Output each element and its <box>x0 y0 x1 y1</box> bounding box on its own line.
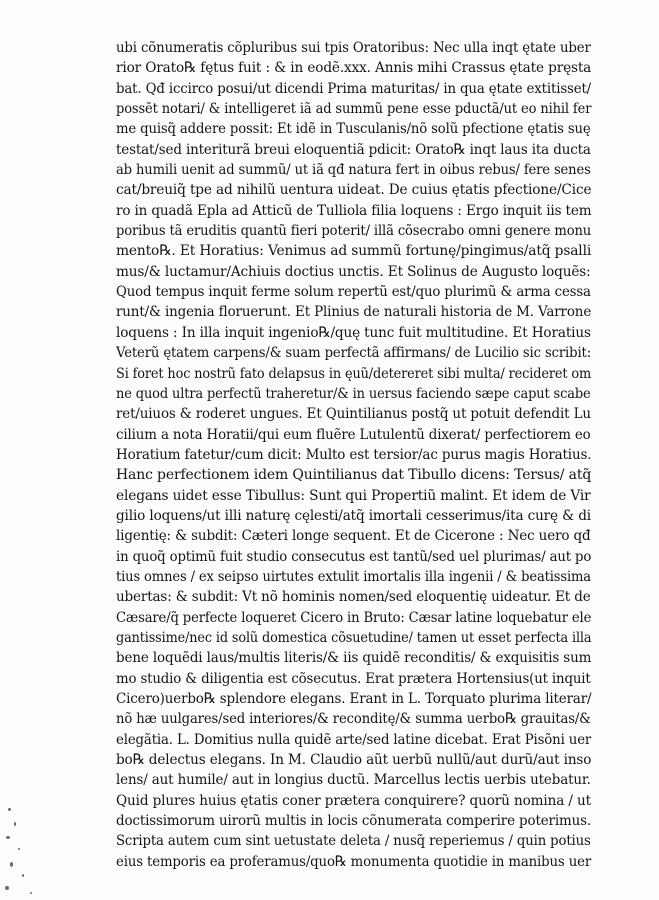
text-line: Horatium fatetur/cum dicit: Multo est tersior/ac purus magis Horatius. <box>116 446 592 463</box>
text-line: possēt notari/ & intelligeret iã ad summũ pene esse pductã/ut eo nihil fer <box>116 101 592 118</box>
text-line: gantissime/nec id solũ domestica cõsuetudine/ tamen ut esset perfecta illa <box>116 629 592 646</box>
text-line: bo℞ delectus elegans. In M. Claudio aũt uerbũ nullũ/aut durũ/aut inso <box>116 752 592 769</box>
text-line: ro in quadã Epla ad Atticũ de Tulliola filia loquens : Ergo inquit iis tem <box>116 202 592 219</box>
text-line: lens/ aut humile/ aut in longius ductũ. Marcellus lectis uerbis utebatur. <box>116 772 591 789</box>
text-line: ligentię: & subdit: Cæteri longe sequent. Et de Cicerone : Nec uero qđ <box>116 528 591 545</box>
text-line: nõ hæ uulgares/sed interiores/& reconditę/& summa uerbo℞ grauitas/& <box>116 711 591 728</box>
text-line: Quid plures huius ętatis coner prætera conquirere? quorũ nomina / ut <box>116 792 591 809</box>
text-line: tius omnes / ex seipso uirtutes extulit imortalis illa ingenii / & beatissima <box>116 568 591 585</box>
text-line: poribus tã eruditis quantũ fieri poterit/ illã cõsecrabo omni genere monu <box>116 223 592 240</box>
speck <box>18 848 20 850</box>
speck <box>5 886 9 890</box>
text-line: mo studio & diligentia est cõsecutus. Erat prætera Hortensius(ut inquit <box>116 670 591 687</box>
text-line: Hanc perfectionem idem Quintilianus dat Tibullo dicens: Tersus/ atq̃ <box>116 467 592 484</box>
text-line: Scripta autem cum sint uetustate deleta / nusq̃ reperiemus / quin potius <box>116 833 591 850</box>
text-line: ab humili uenit ad summũ/ ut iã qđ natura fert in oibus rebus/ fere senes <box>116 162 591 179</box>
text-line: cat/breuiq̃ tpe ad nihilũ uentura uideat. De cuius ętatis pfectione/Cice <box>116 182 592 199</box>
text-line: Cicero)uerbo℞ splendore elegans. Erant in L. Torquato plurima literar/ <box>116 691 592 707</box>
text-line: cilium a nota Horatii/qui eum fluẽre Lutulentũ dixerat/ perfectiorem eo <box>116 426 591 443</box>
text-line: elegãtia. L. Domitius nulla quidẽ arte/sed latine dicebat. Erat Pisõni uer <box>116 731 592 748</box>
text-line: Si foret hoc nostrũ fato delapsus in ęuũ/detereret sibi multa/ recideret om <box>116 365 592 382</box>
speck <box>10 862 13 867</box>
speck <box>6 836 10 839</box>
text-line: eius temporis ea proferamus/quo℞ monumenta quotidie in manibus uer <box>116 853 592 870</box>
text-line: mus/& luctamur/Achiuis doctius unctis. Et Solinus de Augusto loquẽs: <box>116 263 591 280</box>
text-line: ubertas: & subdit: Vt nõ hominis nomen/sed eloquentię uideatur. Et de <box>116 589 591 606</box>
text-line: elegans uidet esse Tibullus: Sunt qui Propertiũ malint. Et idem de Vir <box>116 487 591 504</box>
text-line: bat. Qđ iccirco posui/ut dicendi Prima maturitas/ in qua ętate extitisset/ <box>116 80 592 97</box>
text-line: runt/& ingenia floruerunt. Et Plinius de naturali historia de M. Varrone <box>116 304 592 321</box>
speck <box>30 892 32 894</box>
text-line: gilio loquens/ut illi naturę cęlesti/atq̃ imortali cesserimus/ita curę & di <box>116 507 591 524</box>
text-line: Quod tempus inquit ferme solum repertũ est/quo plurimũ & arma cessa <box>116 284 591 301</box>
text-line: Cæsare/q̃ perfecte loqueret Cicero in Bruto: Cæsar latine loquebatur ele <box>116 609 592 626</box>
speck <box>22 874 24 877</box>
text-line: rior Orato℞ fętus fuit : & in eodẽ.xxx. Annis mihi Crassus ętate pręsta <box>116 60 592 77</box>
text-line: loquens : In illa inquit ingenio℞/quę tunc fuit multitudine. Et Horatius <box>116 324 591 341</box>
text-line: testat/sed interiturã breui eloquentiã pdicit: Orato℞ inqt laus ita ducta <box>116 141 591 158</box>
text-line: bene loquẽdi laus/multis literis/& iis quidẽ reconditis/ & exquisitis sum <box>116 650 592 667</box>
text-line: mento℞. Et Horatius: Venimus ad summũ fortunę/pingimus/atq̃ psalli <box>116 243 592 260</box>
text-line: me quisq̃ addere possit: Et idẽ in Tusculanis/nõ solũ pfectione ętatis suę <box>116 121 591 138</box>
speck <box>8 808 11 811</box>
text-line: ubi cõnumeratis cõpluribus sui tpis Oratoribus: Nec ulla inqt ętate uber <box>116 40 591 56</box>
text-line: ne quod ultra perfectũ traheretur/& in uersus faciendo sæpe caput scabe <box>116 385 591 402</box>
text-line: Veterũ ętatem carpens/& suam perfectã affirmans/ de Lucilio sic scribit: <box>116 345 592 362</box>
text-line: doctissimorum uirorũ multis in locis cõnumerata comperire poterimus. <box>116 813 592 830</box>
body-text <box>116 38 591 872</box>
text-line: ret/uiuos & roderet ungues. Et Quintilianus postq̃ ut potuit defendit Lu <box>116 406 591 423</box>
text-line: in quoq̃ optimũ fuit studio consecutus est tantũ/sed uel plurimas/ aut po <box>116 548 592 565</box>
page-edge-stain <box>0 0 46 900</box>
speck <box>14 822 16 826</box>
